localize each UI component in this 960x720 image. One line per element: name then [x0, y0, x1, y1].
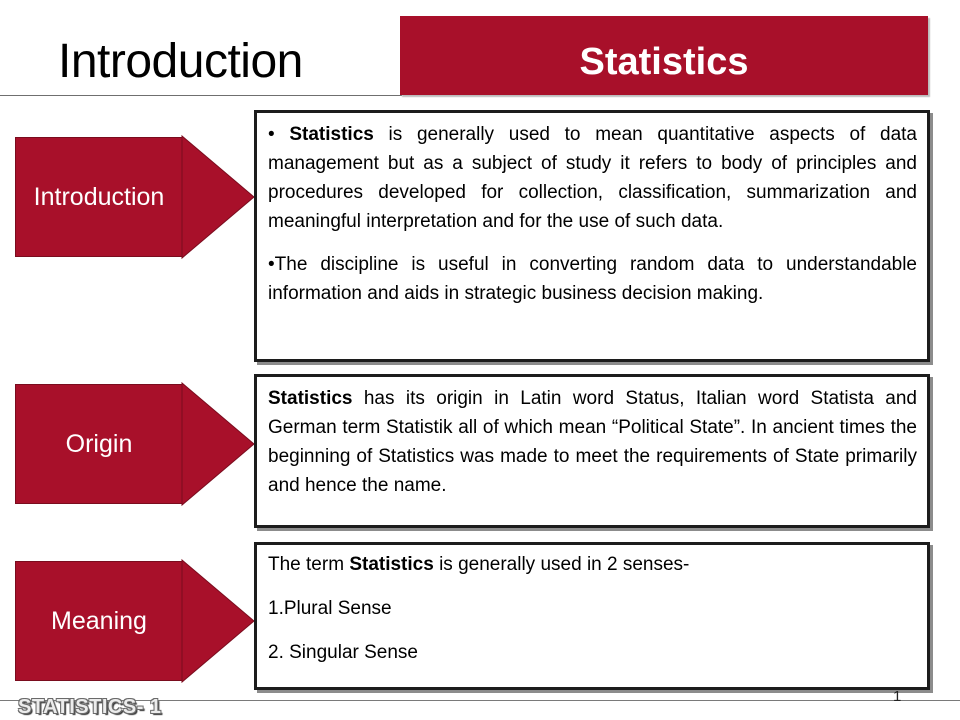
term-statistics: Statistics: [349, 554, 434, 575]
term-statistics: Statistics: [289, 124, 374, 145]
footer-label: STATISTICS- 1: [18, 696, 162, 718]
paragraph-text: is generally used to mean quantitative aspects of data management but as a subject of study it refers to body of principles and procedures developed for collection, classification, summarization and meaningful interpretation and for the use of such data.: [268, 124, 917, 232]
title-divider: [0, 95, 402, 96]
introduction-paragraph-1: [268, 120, 917, 236]
origin-tab-label: Origin: [65, 429, 133, 458]
term-statistics: Statistics: [268, 388, 353, 409]
introduction-tab-label: Introduction: [33, 182, 165, 211]
origin-pointer-arrow-icon: [182, 383, 258, 505]
paragraph-text: •The discipline is useful in converting random data to understandable information and aids in strategic business decision making.: [268, 254, 917, 304]
title-banner: [400, 16, 928, 95]
introduction-content-box: [254, 110, 930, 362]
origin-paragraph: [268, 384, 917, 500]
meaning-item-singular: 2. Singular Sense: [268, 642, 418, 663]
origin-tab: [15, 384, 183, 504]
page-title: Introduction: [58, 35, 303, 88]
introduction-pointer-arrow-icon: [182, 136, 258, 258]
paragraph-text: has its origin in Latin word Status, Italian word Statista and German term Statistik all of which mean “Political State”. In ancient times the beginning of Statistics was made to meet the requirements of State primarily and hence the name.: [268, 388, 917, 496]
meaning-content-box: [254, 542, 930, 690]
bullet: •: [268, 124, 290, 145]
meaning-pointer-arrow-icon: [182, 560, 258, 682]
origin-content-box: [254, 374, 930, 528]
paragraph-text: is generally used in 2 senses-: [433, 554, 690, 575]
paragraph-text: The term: [268, 554, 350, 575]
page-number: 1: [893, 688, 902, 705]
meaning-tab-label: Meaning: [51, 606, 147, 635]
meaning-item-plural: 1.Plural Sense: [268, 598, 392, 619]
meaning-tab: [15, 561, 183, 681]
introduction-tab: [15, 137, 183, 257]
introduction-paragraph-2: [268, 250, 917, 308]
meaning-intro: [268, 554, 917, 576]
banner-text: Statistics: [579, 41, 749, 83]
